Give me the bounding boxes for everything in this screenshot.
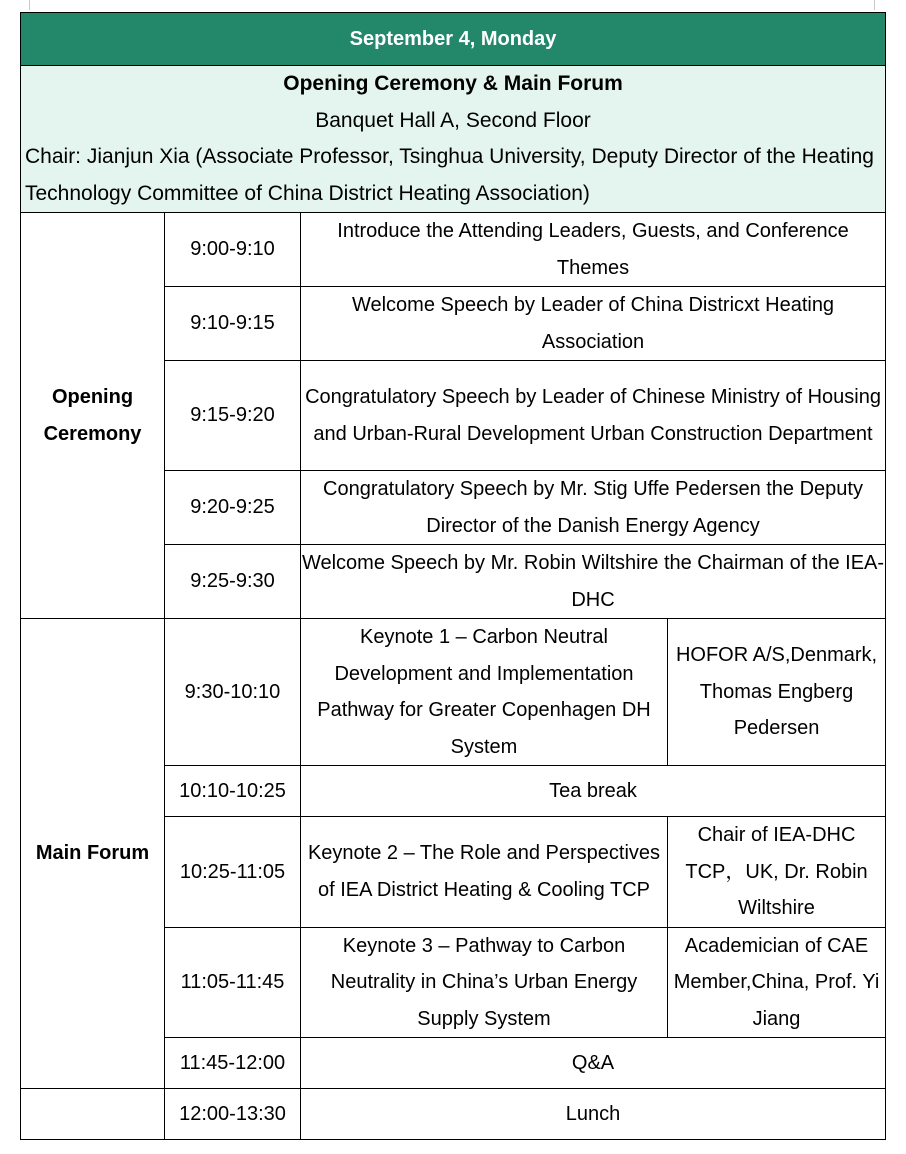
agenda-item: Q&A [301, 1038, 886, 1089]
right-margin-guide [874, 0, 875, 10]
left-margin-guide [29, 0, 30, 10]
agenda-table [20, 12, 886, 1140]
session-label-main-forum: Main Forum [21, 619, 165, 1089]
agenda-item: Keynote 3 – Pathway to Carbon Neutrality in China’s Urban Energy Supply System [301, 927, 668, 1038]
session-label-opening: Opening Ceremony [21, 213, 165, 619]
page-margin-guides [0, 0, 906, 12]
agenda-item: Welcome Speech by Mr. Robin Wiltshire the Chairman of the IEA-DHC [301, 545, 886, 619]
agenda-item: Congratulatory Speech by Leader of Chinese Ministry of Housing and Urban-Rural Development Urban Construction Department [301, 361, 886, 471]
agenda-item: Keynote 2 – The Role and Perspectives of IEA District Heating & Cooling TCP [301, 817, 668, 928]
agenda-item: Lunch [301, 1089, 886, 1140]
speaker-cell: HOFOR A/S,Denmark, Thomas Engberg Pedersen [668, 619, 886, 766]
date-row [21, 13, 886, 66]
forum-title: Opening Ceremony & Main Forum [283, 72, 623, 95]
chair-text: Chair: Jianjun Xia (Associate Professor, Tsinghua University, Deputy Director of the Heating Technology Committee of China District Heating Association) [25, 145, 874, 205]
time-cell: 9:20-9:25 [165, 471, 301, 545]
speaker-cell: Chair of IEA-DHC TCP，UK, Dr. Robin Wiltshire [668, 817, 886, 928]
empty-session-cell [21, 1089, 165, 1140]
time-cell: 11:45-12:00 [165, 1038, 301, 1089]
time-cell: 10:10-10:25 [165, 766, 301, 817]
time-cell: 12:00-13:30 [165, 1089, 301, 1140]
agenda-item: Congratulatory Speech by Mr. Stig Uffe Pedersen the Deputy Director of the Danish Energy Agency [301, 471, 886, 545]
agenda-item: Welcome Speech by Leader of China Districxt Heating Association [301, 287, 886, 361]
time-cell: 10:25-11:05 [165, 817, 301, 928]
date-heading: September 4, Monday [21, 13, 886, 66]
time-cell: 9:00-9:10 [165, 213, 301, 287]
table-row [21, 213, 886, 287]
table-row [21, 619, 886, 766]
time-cell: 9:30-10:10 [165, 619, 301, 766]
venue-text: Banquet Hall A, Second Floor [315, 108, 591, 132]
session-header-row [21, 66, 886, 213]
agenda-item: Introduce the Attending Leaders, Guests, and Conference Themes [301, 213, 886, 287]
speaker-cell: Academician of CAE Member,China, Prof. Yi Jiang [668, 927, 886, 1038]
agenda-item: Tea break [301, 766, 886, 817]
time-cell: 9:25-9:30 [165, 545, 301, 619]
table-row [21, 1089, 886, 1140]
time-cell: 9:15-9:20 [165, 361, 301, 471]
session-header [21, 66, 886, 213]
agenda-item: Keynote 1 – Carbon Neutral Development and Implementation Pathway for Greater Copenhagen DH System [301, 619, 668, 766]
time-cell: 9:10-9:15 [165, 287, 301, 361]
time-cell: 11:05-11:45 [165, 927, 301, 1038]
